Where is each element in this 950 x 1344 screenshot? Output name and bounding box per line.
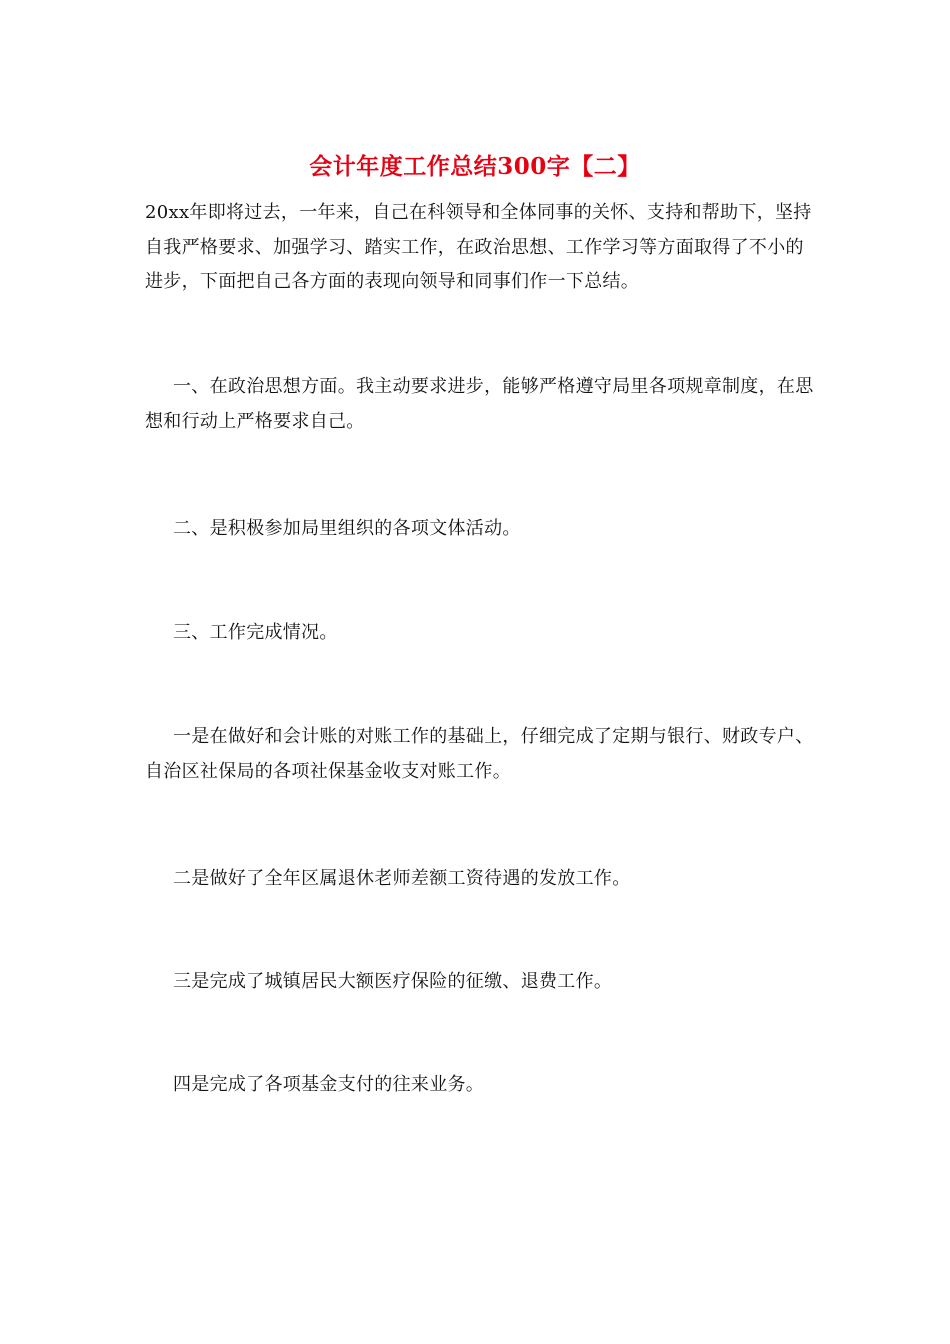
paragraph-intro: 20xx年即将过去，一年来，自己在科领导和全体同事的关怀、支持和帮助下，坚持自我严格要求、加强学习、踏实工作，在政治思想、工作学习等方面取得了不小的进步，下面把自己各方面的表现向领导和同事们作一下总结。 <box>145 202 812 292</box>
document-title: 会计年度工作总结300字【二】 <box>309 153 641 180</box>
paragraph-work-item-3: 三是完成了城镇居民大额医疗保险的征缴、退费工作。 <box>173 971 613 992</box>
paragraph-work-item-1: 一是在做好和会计账的对账工作的基础上，仔细完成了定期与银行、财政专户、自治区社保局的各项社保基金收支对账工作。 <box>145 726 814 782</box>
paragraph-work-item-2: 二是做好了全年区属退休老师差额工资待遇的发放工作。 <box>173 868 631 889</box>
paragraph-activities: 二、是积极参加局里组织的各项文体活动。 <box>173 518 521 539</box>
paragraph-work-heading: 三、工作完成情况。 <box>173 622 338 643</box>
paragraph-work-item-4: 四是完成了各项基金支付的往来业务。 <box>173 1074 485 1095</box>
paragraph-political: 一、在政治思想方面。我主动要求进步，能够严格遵守局里各项规章制度，在思想和行动上严格要求自己。 <box>145 376 814 432</box>
